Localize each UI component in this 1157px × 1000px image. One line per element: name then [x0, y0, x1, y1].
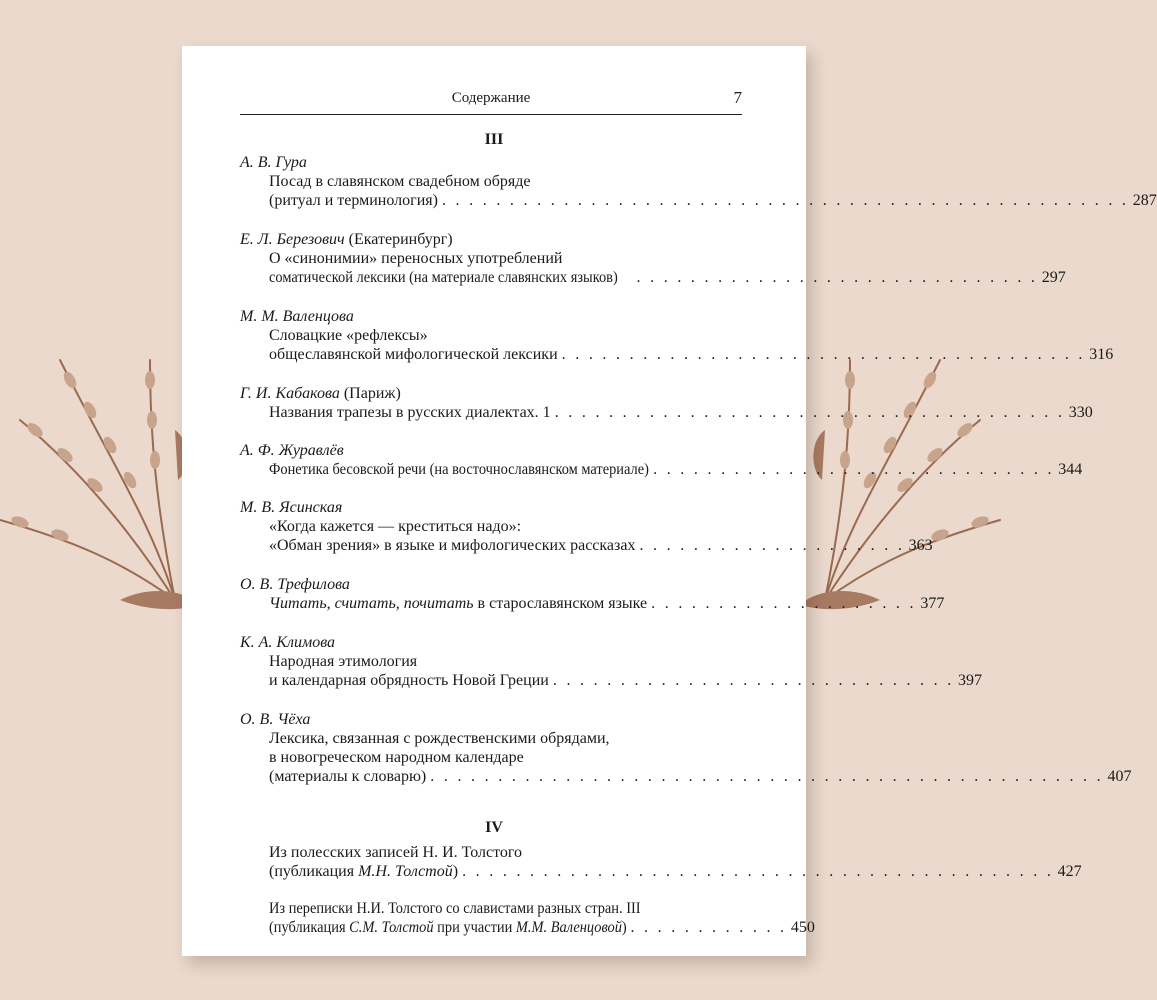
running-title: Содержание [451, 90, 531, 106]
entry-page-number: 316 [1089, 346, 1114, 363]
entry-page-number: 407 [1107, 768, 1132, 785]
entry-author: К. А. Климова [240, 634, 336, 651]
toc-entry [240, 153, 1157, 210]
entry-page-number: 397 [958, 672, 983, 689]
dot-leader: . . . . . . . . . . . . . . . . . . . . . . . . . . . . . . . . . . . . . . . . . . . . . . . . . . . [441, 192, 1129, 209]
entry-page-number: 363 [908, 537, 933, 554]
entry-page-number: 297 [1041, 269, 1066, 286]
entry-author: М. В. Ясинская [240, 499, 343, 516]
entry-last-line: (публикация С.М. Толстой при участии М.М. Валенцовой) . . . . . . . . . . . . 450 [269, 919, 815, 936]
entry-author: О. В. Трефилова [240, 576, 350, 593]
entry-page-number: 450 [790, 919, 815, 936]
entry-last-line: Читать, считать, почитать в старославянском языке . . . . . . . . . . . . . . . . . . . . 377 [269, 595, 945, 612]
entry-author: М. М. Валенцова [240, 308, 354, 325]
entry-title-line: Из полесских записей Н. И. Толстого [269, 844, 523, 861]
dot-leader: . . . . . . . . . . . . . . . . . . . . . . . . . . . . . . [636, 269, 1038, 286]
entry-last-line: и календарная обрядность Новой Греции . . . . . . . . . . . . . . . . . . . . . . . . . . . . . . 397 [269, 672, 983, 689]
entry-title-line: Посад в славянском свадебном обряде [269, 173, 531, 190]
dot-leader: . . . . . . . . . . . . . . . . . . . . [651, 595, 917, 612]
entry-author: О. В. Чёха [240, 711, 311, 728]
dot-leader: . . . . . . . . . . . . . . . . . . . . . . . . . . . . . . [552, 672, 955, 689]
page-number: 7 [733, 88, 742, 107]
entry-title-line: «Когда кажется — креститься надо»: [269, 518, 522, 535]
entry-last-line: соматической лексики (на материале славянских языков) . . . . . . . . . . . . . . . . . . . . . . . . . . . . . . 297 [269, 269, 1066, 286]
entry-last-line: (ритуал и терминология) . . . . . . . . . . . . . . . . . . . . . . . . . . . . . . . . . . . . . . . . . . . . . . . . . . . 287 [269, 192, 1157, 209]
dot-leader: . . . . . . . . . . . . . . . . . . . . . . . . . . . . . . . . . . . . . . . . . . . . [462, 863, 1054, 880]
entry-title-line: Из переписки Н.И. Толстого со славистами разных стран. III [269, 900, 641, 917]
entry-page-number: 287 [1132, 192, 1157, 209]
entry-page-number: 330 [1068, 404, 1093, 421]
toc-entry [240, 899, 815, 937]
section-number: III [484, 131, 504, 148]
dot-leader: . . . . . . . . . . . . . . . . . . . . . . . . . . . . . . . . . . . . . . [554, 404, 1065, 421]
dot-leader: . . . . . . . . . . . . . . . . . . . . . . . . . . . . . . . . . . . . . . . [561, 346, 1086, 363]
entry-city: (Екатеринбург) [348, 231, 453, 248]
entry-author: А. В. Гура [240, 154, 307, 171]
toc-entry [240, 843, 1082, 881]
toc-entry [240, 230, 1066, 287]
entry-title-line: Лексика, связанная с рождественскими обрядами, [269, 730, 610, 747]
dot-leader: . . . . . . . . . . . . [630, 919, 787, 936]
toc-entry [240, 441, 1083, 479]
book-page [182, 46, 1157, 956]
dot-leader: . . . . . . . . . . . . . . . . . . . . [639, 537, 905, 554]
entry-last-line: «Обман зрения» в языке и мифологических рассказах . . . . . . . . . . . . . . . . . . . . 363 [269, 537, 933, 554]
section-number: IV [485, 819, 503, 836]
entry-page-number: 427 [1057, 863, 1082, 880]
entry-last-line: Фонетика бесовской речи (на восточнославянском материале) . . . . . . . . . . . . . . . . . . . . . . . . . . . . . . 344 [269, 461, 1083, 478]
entry-last-line: Названия трапезы в русских диалектах. 1 . . . . . . . . . . . . . . . . . . . . . . . . . . . . . . . . . . . . . . 330 [269, 404, 1093, 421]
entry-page-number: 344 [1058, 461, 1083, 478]
entry-author: А. Ф. Журавлёв [240, 442, 344, 459]
entry-last-line: (публикация М.Н. Толстой) . . . . . . . . . . . . . . . . . . . . . . . . . . . . . . . . . . . . . . . . . . . . 427 [269, 863, 1082, 880]
entry-last-line: (материалы к словарю) . . . . . . . . . . . . . . . . . . . . . . . . . . . . . . . . . . . . . . . . . . . . . . . . . . 407 [269, 768, 1132, 785]
entry-title-line: Словацкие «рефлексы» [269, 327, 428, 344]
running-head [240, 90, 742, 115]
dot-leader: . . . . . . . . . . . . . . . . . . . . . . . . . . . . . . . . . . . . . . . . . . . . . . . . . . [430, 768, 1104, 785]
entry-author: Г. И. Кабакова (Париж) [240, 385, 401, 402]
entry-city: (Париж) [343, 385, 401, 402]
entry-title-line: Народная этимология [269, 653, 418, 670]
toc-entry [240, 710, 1132, 786]
dot-leader: . . . . . . . . . . . . . . . . . . . . . . . . . . . . . . [653, 461, 1055, 478]
toc-entry [240, 307, 1114, 364]
toc-entry [240, 498, 933, 555]
entry-title-line: О «синонимии» переносных употреблений [269, 250, 563, 267]
entry-author: Е. Л. Березович (Екатеринбург) [240, 231, 453, 248]
entry-page-number: 377 [920, 595, 945, 612]
toc-entry [240, 633, 983, 690]
toc-entry [240, 575, 945, 613]
entry-last-line: общеславянской мифологической лексики . . . . . . . . . . . . . . . . . . . . . . . . . . . . . . . . . . . . . . . 316 [269, 346, 1114, 363]
entry-title-line: в новогреческом народном календаре [269, 749, 524, 766]
toc-entry [240, 384, 1093, 422]
